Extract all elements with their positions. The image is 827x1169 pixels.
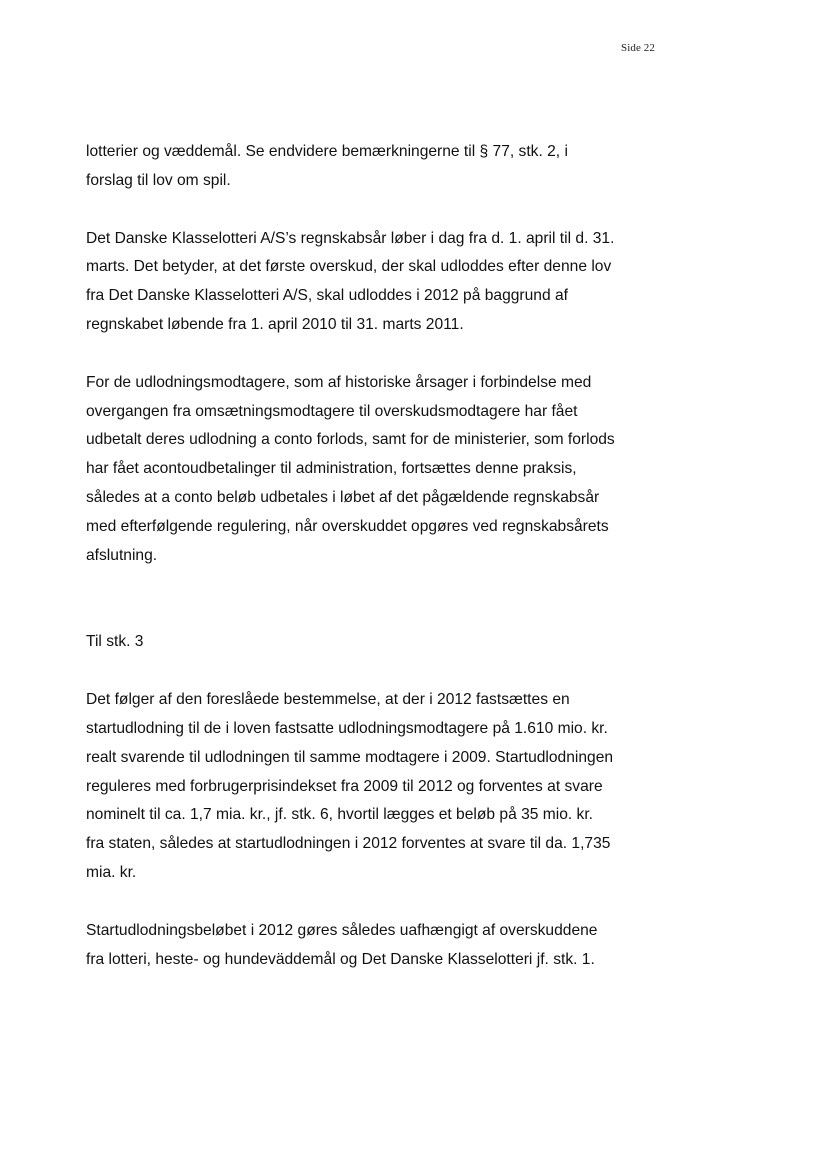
page-number: Side 22 (621, 42, 656, 54)
section-spacer (86, 570, 676, 628)
text-line: har fået acontoudbetalinger til administration, fortsættes denne praksis, (86, 460, 577, 478)
text-line: med efterfølgende regulering, når overskuddet opgøres ved regnskabsårets (86, 517, 609, 535)
text-line: Startudlodningsbeløbet i 2012 gøres således uafhængigt af overskuddene (86, 921, 598, 939)
document-body (86, 138, 676, 974)
text-line: reguleres med forbrugerprisindekset fra 2009 til 2012 og forventes at svare (86, 777, 603, 795)
text-line: således at a conto beløb udbetales i løbet af det pågældende regnskabsår (86, 488, 600, 506)
text-line: For de udlodningsmodtagere, som af historiske årsager i forbindelse med (86, 373, 592, 391)
paragraph-3 (86, 369, 676, 571)
text-line: realt svarende til udlodningen til samme modtagere i 2009. Startudlodningen (86, 748, 614, 766)
text-line: marts. Det betyder, at det første overskud, der skal udloddes efter denne lov (86, 258, 612, 276)
text-line: startudlodning til de i loven fastsatte udlodningsmodtagere på 1.610 mio. kr. (86, 719, 608, 737)
paragraph-2 (86, 225, 676, 340)
text-line: overgangen fra omsætningsmodtagere til overskudsmodtagere har fået (86, 402, 578, 420)
section-heading (86, 628, 676, 657)
section-heading-text: Til stk. 3 (86, 633, 144, 651)
text-line: Det følger af den foreslåede bestemmelse, at der i 2012 fastsættes en (86, 691, 570, 709)
text-line: lotterier og væddemål. Se endvidere bemærkningerne til § 77, stk. 2, i (86, 143, 568, 160)
text-line: regnskabet løbende fra 1. april 2010 til 31. marts 2011. (86, 315, 464, 333)
text-line: fra staten, således at startudlodningen i 2012 forventes at svare til da. 1,735 (86, 835, 611, 853)
paragraph-6 (86, 917, 676, 975)
paragraph-spacer (86, 657, 676, 686)
text-line: fra lotteri, heste- og hundeväddemål og Det Danske Klasselotteri jf. stk. 1. (86, 950, 595, 968)
text-line: Det Danske Klasselotteri A/S’s regnskabsår løber i dag fra d. 1. april til d. 31. (86, 229, 615, 247)
paragraph-5 (86, 686, 676, 888)
text-line: fra Det Danske Klasselotteri A/S, skal udloddes i 2012 på baggrund af (86, 287, 568, 305)
paragraph-spacer (86, 196, 676, 225)
text-line: mia. kr. (86, 863, 137, 881)
paragraph-1 (86, 138, 676, 196)
text-line: forslag til lov om spil. (86, 171, 231, 189)
text-line: udbetalt deres udlodning a conto forlods, samt for de ministerier, som forlods (86, 431, 615, 449)
paragraph-spacer (86, 340, 676, 369)
paragraph-spacer (86, 888, 676, 917)
text-line: afslutning. (86, 546, 158, 564)
text-line: nominelt til ca. 1,7 mia. kr., jf. stk. 6, hvortil lægges et beløb på 35 mio. kr. (86, 806, 594, 824)
